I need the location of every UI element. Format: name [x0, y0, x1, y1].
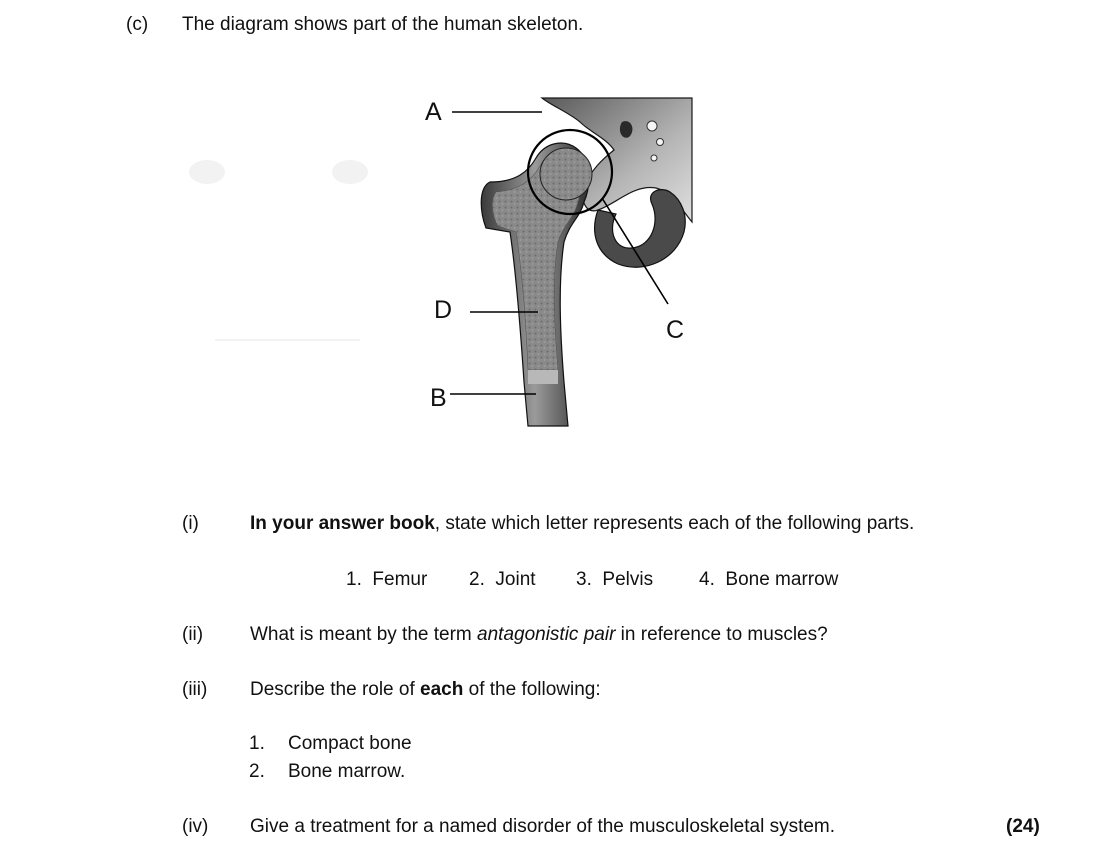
subquestion-iv-label: (iv) [182, 816, 209, 837]
subquestion-i-text [250, 513, 914, 535]
subquestion-ii-text [250, 624, 828, 646]
question-stem: The diagram shows part of the human skeleton. [182, 14, 584, 35]
subquestion-iii-before: Describe the role of [250, 679, 421, 700]
subquestion-iii-text [250, 679, 601, 701]
subquestion-iii-emph: each [420, 679, 464, 700]
list-item-num: 2. [249, 761, 265, 782]
subquestion-iii-label: (iii) [182, 679, 208, 700]
option-joint: 2. Joint [469, 569, 536, 590]
femur-shape [481, 143, 592, 426]
option-bone-marrow: 4. Bone marrow [699, 569, 839, 590]
marks-total: (24) [1006, 816, 1040, 837]
faint-marks [185, 150, 385, 350]
part-label: (c) [126, 14, 149, 35]
subquestion-ii-before: What is meant by the term [250, 624, 478, 645]
option-pelvis: 3. Pelvis [576, 569, 654, 590]
label-d: D [434, 296, 453, 324]
list-item-bone-marrow: Bone marrow. [288, 761, 406, 782]
subquestion-iii-after: of the following: [463, 679, 601, 700]
option-femur: 1. Femur [346, 569, 428, 590]
subquestion-ii-term: antagonistic pair [477, 624, 616, 645]
label-a: A [425, 98, 442, 126]
label-c: C [666, 316, 685, 344]
subquestion-ii-label: (ii) [182, 624, 204, 645]
list-item-compact-bone: Compact bone [288, 733, 412, 754]
subquestion-i-label: (i) [182, 513, 199, 534]
subquestion-ii-after: in reference to muscles? [615, 624, 828, 645]
subquestion-i-bold: In your answer book [250, 513, 435, 534]
label-b: B [430, 384, 447, 412]
list-item-num: 1. [249, 733, 265, 754]
hip-femur-illustration [420, 92, 700, 432]
skeleton-diagram [420, 92, 700, 432]
subquestion-iv-text: Give a treatment for a named disorder of the musculoskeletal system. [250, 816, 836, 837]
subquestion-i-rest: , state which letter represents each of the following parts. [434, 513, 915, 534]
